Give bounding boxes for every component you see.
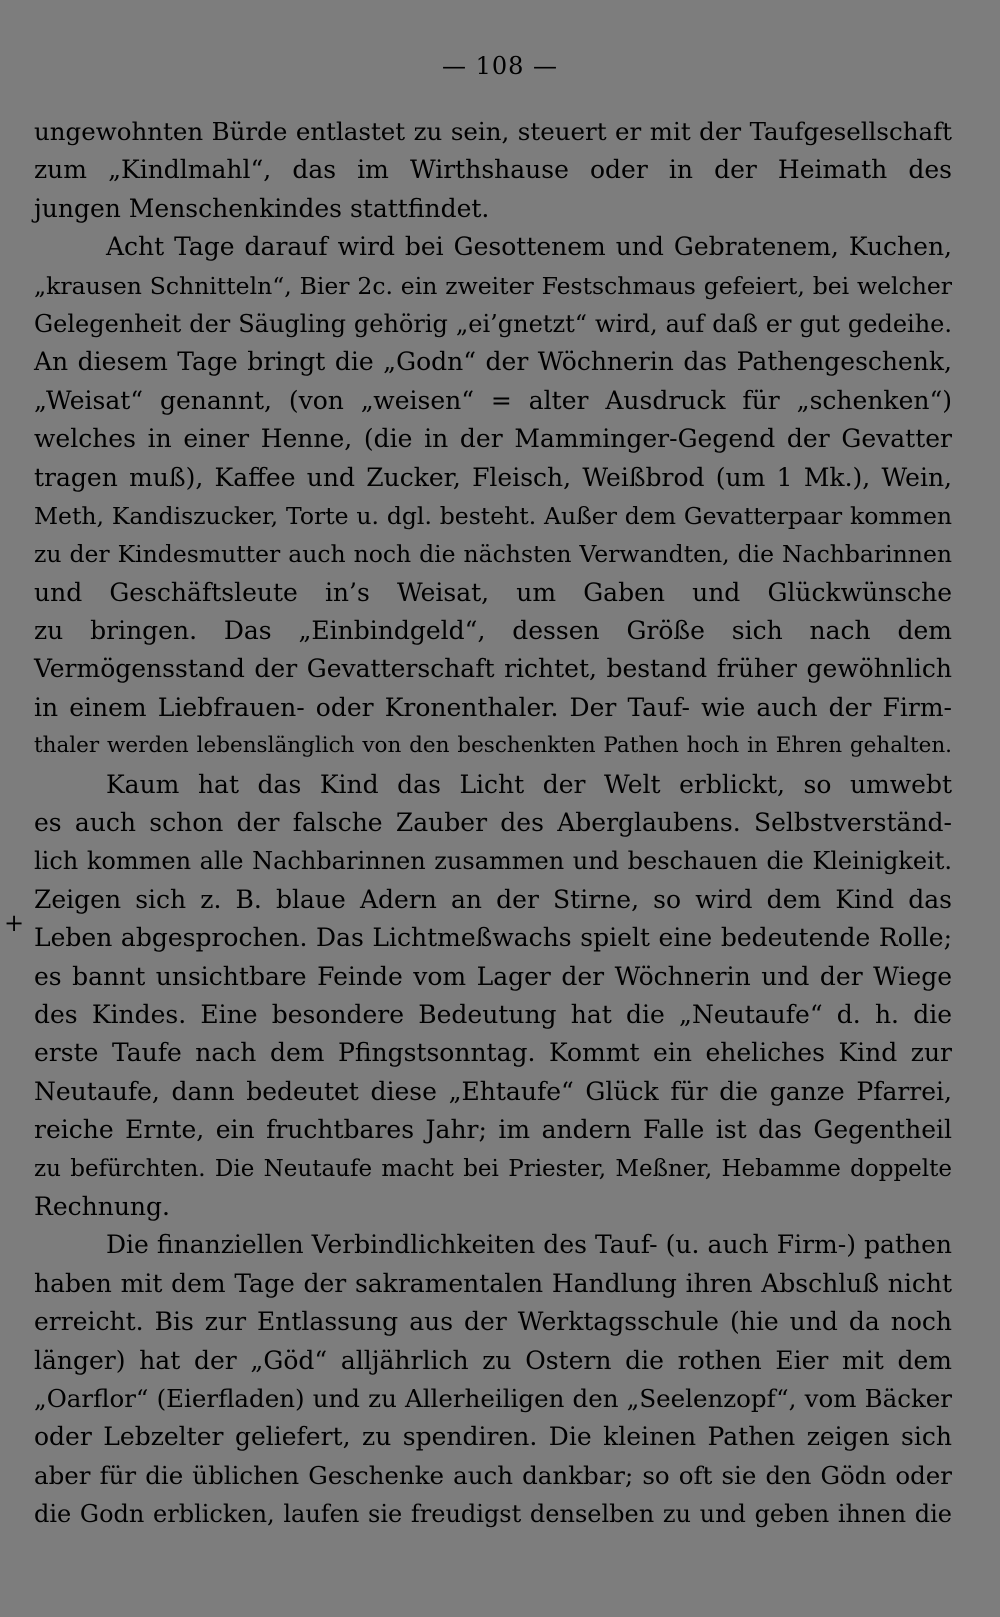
text-line: oder Lebzelter geliefert, zu spendiren. Die kleinen Pathen zeigen sich [34, 1422, 952, 1452]
text-line: in einem Liebfrauen- oder Kronenthaler. Der Tauf- wie auch der Firm- [34, 692, 952, 722]
text-line: erreicht. Bis zur Entlassung aus der Werktagsschule (hie und da noch [34, 1307, 952, 1337]
text-line: welches in einer Henne, (die in der Mamminger-Gegend der Gevatter [34, 424, 952, 454]
text-line: aber für die üblichen Geschenke auch dankbar; so oft sie den Gödn oder [34, 1460, 952, 1490]
text-line: Neutaufe, dann bedeutet diese „Ehtaufe“ Glück für die ganze Pfarrei, [34, 1076, 952, 1106]
text-line: „krausen Schnitteln“, Bier 2c. ein zweiter Festschmaus gefeiert, bei welcher [34, 271, 952, 300]
body-text [34, 113, 952, 1533]
text-line: ungewohnten Bürde entlastet zu sein, steuert er mit der Taufgesellschaft [34, 117, 952, 146]
text-line: die Godn erblicken, laufen sie freudigst denselben zu und geben ihnen die [34, 1500, 952, 1529]
text-line: Vermögensstand der Gevatterschaft richtet, bestand früher gewöhnlich [34, 654, 952, 684]
text-line: und Geschäftsleute in’s Weisat, um Gaben und Glückwünsche [34, 577, 952, 607]
text-line: reiche Ernte, ein fruchtbares Jahr; im andern Falle ist das Gegentheil [34, 1115, 952, 1145]
text-line: Rechnung. [34, 1191, 170, 1221]
text-line: erste Taufe nach dem Pfingstsonntag. Kommt ein eheliches Kind zur [34, 1038, 952, 1068]
text-line: Meth, Kandiszucker, Torte u. dgl. besteht. Außer dem Gevatterpaar kommen [34, 501, 952, 530]
text-line: zu bringen. Das „Einbindgeld“, dessen Größe sich nach dem [34, 616, 952, 646]
text-line: Kaum hat das Kind das Licht der Welt erblickt, so umwebt [106, 769, 952, 799]
text-line: zu der Kindesmutter auch noch die nächsten Verwandten, die Nachbarinnen [34, 540, 952, 569]
text-line: zum „Kindlmahl“, das im Wirthshause oder in der Heimath des [34, 155, 952, 185]
text-line: „Oarflor“ (Eierfladen) und zu Allerheiligen den „Seelenzopf“, vom Bäcker [34, 1383, 952, 1413]
text-line: Leben abgesprochen. Das Lichtmeßwachs spielt eine bedeutende Rolle; [34, 923, 952, 953]
text-line: An diesem Tage bringt die „Godn“ der Wöchnerin das Pathengeschenk, [34, 347, 952, 377]
text-line: haben mit dem Tage der sakramentalen Handlung ihren Abschluß nicht [34, 1268, 952, 1298]
text-line: Acht Tage darauf wird bei Gesottenem und Gebratenem, Kuchen, [106, 232, 952, 262]
page-number: — 108 — [441, 52, 559, 80]
text-line: Zeigen sich z. B. blaue Adern an der Stirne, so wird dem Kind das [34, 884, 952, 914]
text-line: Gelegenheit der Säugling gehörig „ei’gnetzt“ wird, auf daß er gut gedeihe. [34, 309, 952, 338]
text-line: länger) hat der „Göd“ alljährlich zu Ostern die rothen Eier mit dem [34, 1345, 952, 1375]
text-line: thaler werden lebenslänglich von den beschenkten Pathen hoch in Ehren gehalten. [34, 733, 952, 759]
text-line: lich kommen alle Nachbarinnen zusammen und beschauen die Kleinigkeit. [34, 847, 952, 876]
text-line: Die finanziellen Verbindlichkeiten des Tauf- (u. auch Firm-) pathen [106, 1230, 952, 1260]
text-line: jungen Menschenkindes stattfindet. [34, 193, 490, 223]
text-line: es bannt unsichtbare Feinde vom Lager der Wöchnerin und der Wiege [34, 961, 952, 991]
text-line: zu befürchten. Die Neutaufe macht bei Priester, Meßner, Hebamme doppelte [34, 1155, 952, 1182]
text-line: es auch schon der falsche Zauber des Aberglaubens. Selbstverständ- [34, 808, 952, 838]
text-line: tragen muß), Kaffee und Zucker, Fleisch, Weißbrod (um 1 Mk.), Wein, [34, 462, 952, 492]
text-line: des Kindes. Eine besondere Bedeutung hat die „Neutaufe“ d. h. die [34, 999, 952, 1029]
text-line: „Weisat“ genannt, (von „weisen“ = alter Ausdruck für „schenken“) [34, 385, 952, 415]
margin-mark: + [4, 909, 25, 937]
